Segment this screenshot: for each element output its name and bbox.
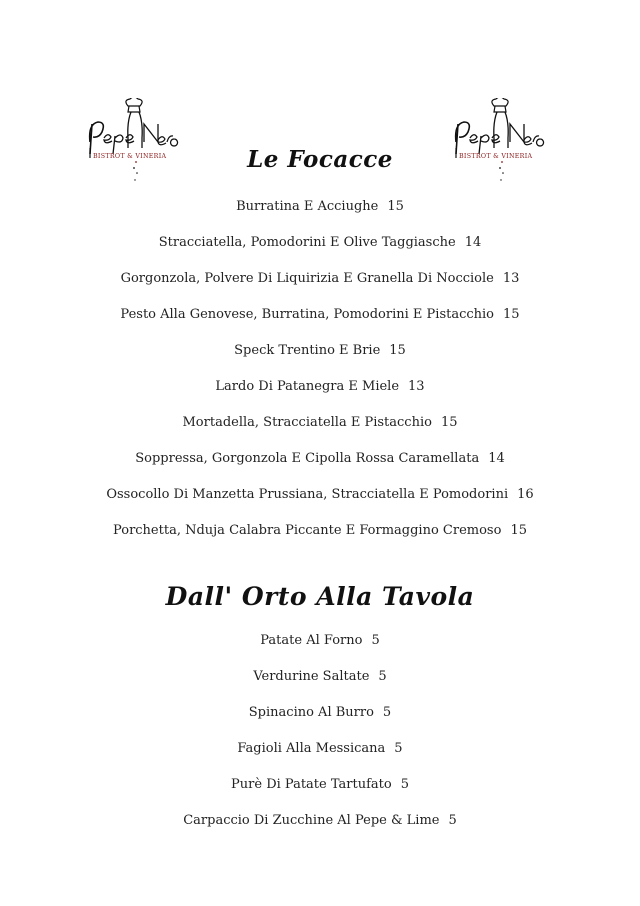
item-price: 15 [510,523,527,538]
item-price: 13 [502,271,520,286]
pepe-nero-logo-graphic [84,98,184,188]
item-name: Speck Trentino E Brie [234,343,381,358]
svg-text:BISTROT & VINERIA: BISTROT & VINERIA [459,153,533,160]
pepe-nero-logo-graphic [450,98,550,188]
item-price: 5 [382,705,392,720]
restaurant-logo-right [450,98,550,188]
menu-item [0,414,640,450]
item-price: 5 [448,813,457,828]
item-price: 13 [408,379,425,394]
item-name: Patate Al Forno [260,633,363,648]
menu-item [0,776,640,812]
menu-item [0,522,640,558]
menu-item [0,486,640,522]
item-name: Spinacino Al Burro [248,705,374,720]
item-name: Mortadella, Stracciatella E Pistacchio [182,415,432,430]
menu-item [0,342,640,378]
menu-item [0,812,640,848]
item-price: 15 [389,343,406,358]
svg-text:BISTROT & VINERIA: BISTROT & VINERIA [93,153,167,160]
item-price: 5 [394,741,403,756]
item-name: Purè Di Patate Tartufato [231,777,392,792]
focacce-menu-list [0,198,640,558]
menu-item [0,668,640,704]
item-name: Soppressa, Gorgonzola E Cipolla Rossa Caramellata [135,451,480,466]
item-name: Carpaccio Di Zucchine Al Pepe & Lime [183,813,440,828]
item-price: 5 [400,777,409,792]
item-name: Porchetta, Nduja Calabra Piccante E Formaggino Cremoso [113,523,502,538]
section-title-orto: Dall' Orto Alla Tavola [165,582,475,611]
menu-item [0,378,640,414]
item-price: 15 [387,199,404,214]
restaurant-logo-left [84,98,184,188]
menu-item [0,270,640,306]
item-name: Ossocollo Di Manzetta Prussiana, Stracciatella E Pomodorini [106,487,509,502]
menu-item [0,198,640,234]
item-name: Gorgonzola, Polvere Di Liquirizia E Granella Di Nocciole [120,271,494,286]
item-name: Fagioli Alla Messicana [237,741,386,756]
menu-item [0,632,640,668]
item-name: Lardo Di Patanegra E Miele [215,379,400,394]
item-name: Burratina E Acciughe [236,199,379,214]
menu-item [0,704,640,740]
item-price: 14 [464,235,482,250]
section-title-focacce: Le Focacce [247,146,393,173]
menu-item [0,306,640,342]
item-name: Pesto Alla Genovese, Burratina, Pomodorini E Pistacchio [120,307,495,322]
menu-item [0,740,640,776]
menu-item [0,234,640,270]
item-price: 5 [378,669,387,684]
item-price: 15 [503,307,520,322]
item-price: 14 [488,451,505,466]
orto-menu-list [0,632,640,848]
item-price: 5 [371,633,380,648]
item-name: Verdurine Saltate [253,669,370,684]
menu-item [0,450,640,486]
item-price: 15 [440,415,458,430]
item-name: Stracciatella, Pomodorini E Olive Taggiasche [158,235,456,250]
item-price: 16 [517,487,534,502]
